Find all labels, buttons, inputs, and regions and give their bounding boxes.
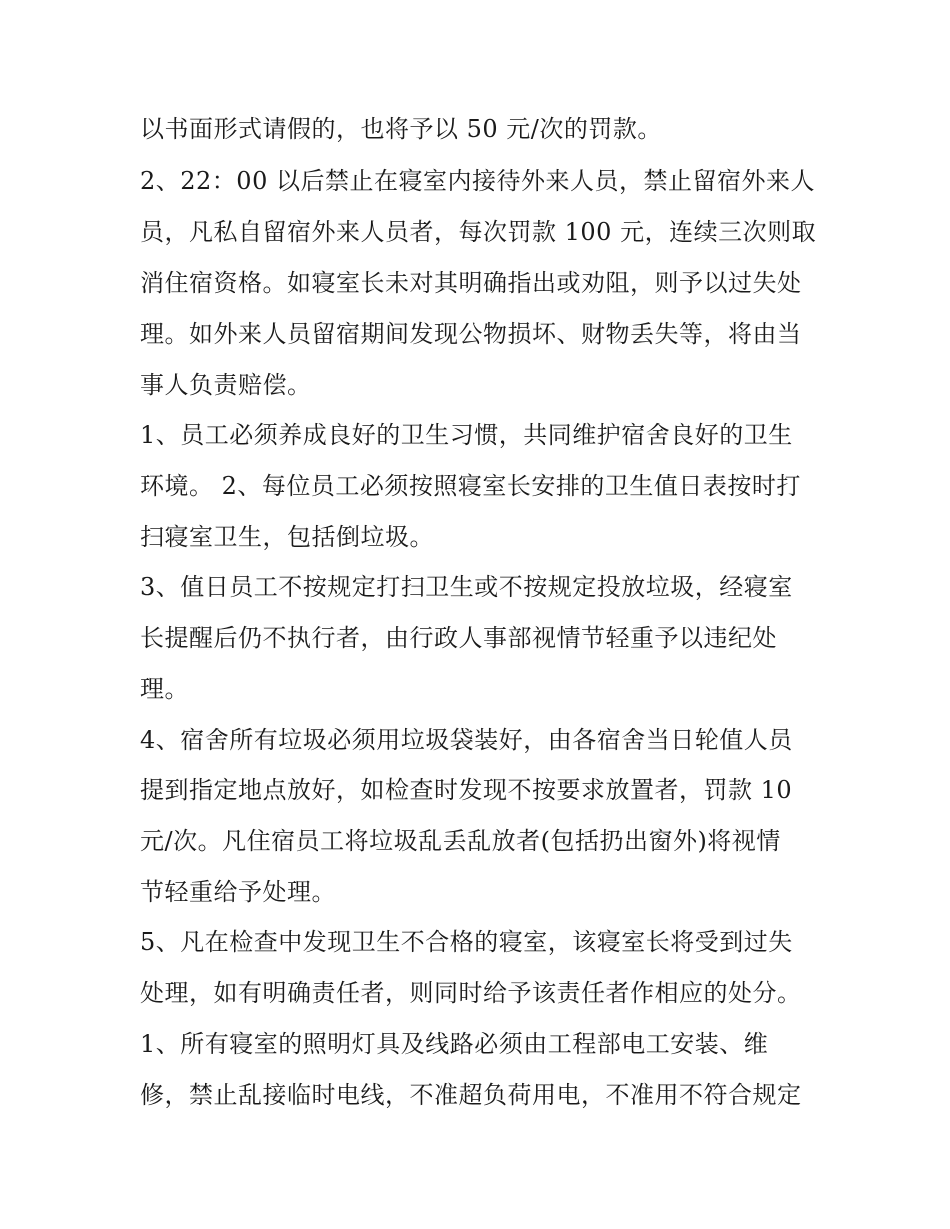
text-line: 环境。 2、每位员工必须按照寝室长安排的卫生值日表按时打 xyxy=(140,472,801,500)
text-line: 提到指定地点放好，如检查时发现不按要求放置者，罚款 10 xyxy=(140,776,793,804)
text-line: 事人负责赔偿。 xyxy=(140,371,312,399)
text-line: 元/次。凡住宿员工将垃圾乱丢乱放者(包括扔出窗外)将视情 xyxy=(140,827,781,855)
text-line: 员，凡私自留宿外来人员者，每次罚款 100 元，连续三次则取 xyxy=(140,218,817,246)
text-line: 1、所有寝室的照明灯具及线路必须由工程部电工安装、维 xyxy=(140,1030,769,1058)
text-line: 修，禁止乱接临时电线，不准超负荷用电，不准用不符合规定 xyxy=(140,1081,802,1109)
text-line: 1、员工必须养成良好的卫生习惯，共同维护宿舍良好的卫生 xyxy=(140,421,793,449)
text-line: 2、22：00 以后禁止在寝室内接待外来人员，禁止留宿外来人 xyxy=(140,167,815,195)
text-line: 3、值日员工不按规定打扫卫生或不按规定投放垃圾，经寝室 xyxy=(140,573,793,601)
text-line: 理。如外来人员留宿期间发现公物损坏、财物丢失等，将由当 xyxy=(140,320,802,348)
text-line: 节轻重给予处理。 xyxy=(140,878,336,906)
text-line: 以书面形式请假的，也将予以 50 元/次的罚款。 xyxy=(140,115,662,143)
text-line: 理。 xyxy=(140,675,189,703)
text-line: 扫寝室卫生，包括倒垃圾。 xyxy=(140,523,434,551)
text-line: 4、宿舍所有垃圾必须用垃圾袋装好，由各宿舍当日轮值人员 xyxy=(140,726,793,754)
text-line: 长提醒后仍不执行者，由行政人事部视情节轻重予以违纪处 xyxy=(140,624,777,652)
text-line: 5、凡在检查中发现卫生不合格的寝室，该寝室长将受到过失 xyxy=(140,928,793,956)
text-line: 消住宿资格。如寝室长未对其明确指出或劝阻，则予以过失处 xyxy=(140,269,802,297)
text-line: 处理，如有明确责任者，则同时给予该责任者作相应的处分。 xyxy=(140,979,802,1007)
